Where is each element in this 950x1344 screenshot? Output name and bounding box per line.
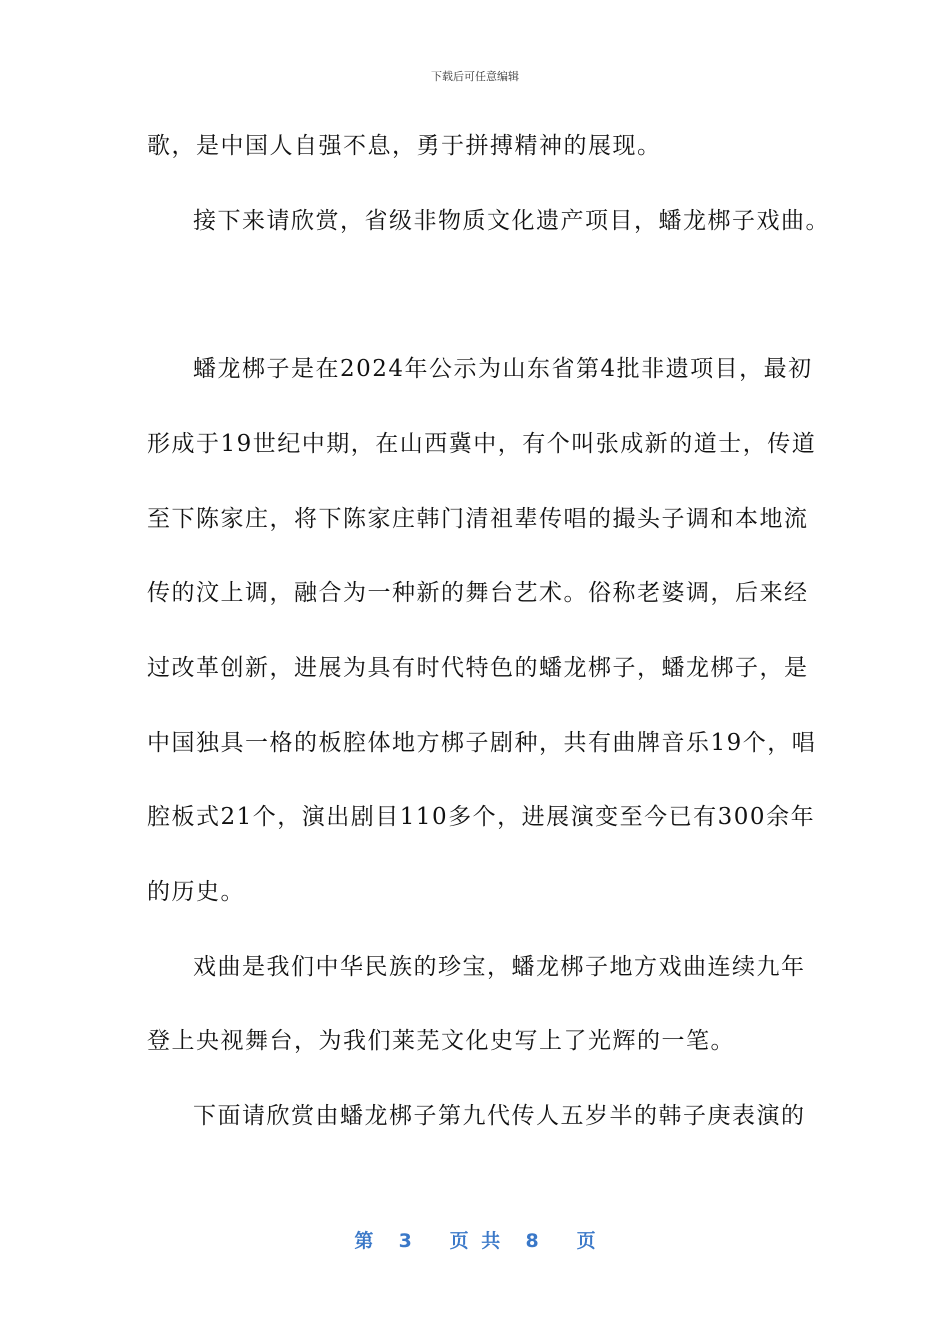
body-line-4: 形成于19世纪中期，在山西冀中，有个叫张成新的道士，传道 xyxy=(147,431,817,457)
body-line-8: 中国独具一格的板腔体地方梆子剧种，共有曲牌音乐19个，唱 xyxy=(147,730,817,756)
body-line-6: 传的汶上调，融合为一种新的舞台艺术。俗称老婆调，后来经 xyxy=(147,580,809,606)
body-line-11: 戏曲是我们中华民族的珍宝，蟠龙梆子地方戏曲连续九年 xyxy=(193,954,806,980)
body-line-10: 的历史。 xyxy=(147,879,245,905)
body-line-13: 下面请欣赏由蟠龙梆子第九代传人五岁半的韩子庚表演的 xyxy=(193,1103,806,1129)
body-line-9: 腔板式21个，演出剧目110多个，进展演变至今已有300余年 xyxy=(147,804,816,830)
body-line-2: 接下来请欣赏，省级非物质文化遗产项目，蟠龙梆子戏曲。 xyxy=(193,208,830,234)
body-line-5: 至下陈家庄，将下陈家庄韩门清祖辈传唱的撮头子调和本地流 xyxy=(147,506,809,532)
header-note: 下载后可任意编辑 xyxy=(431,70,519,83)
page-number-footer: 第 3 页 共 8 页 xyxy=(354,1230,596,1252)
body-line-7: 过改革创新，进展为具有时代特色的蟠龙梆子，蟠龙梆子，是 xyxy=(147,655,809,681)
body-line-1: 歌，是中国人自强不息，勇于拼搏精神的展现。 xyxy=(147,133,662,159)
body-line-3: 蟠龙梆子是在2024年公示为山东省第4批非遗项目，最初 xyxy=(193,356,813,382)
body-line-12: 登上央视舞台，为我们莱芜文化史写上了光辉的一笔。 xyxy=(147,1028,735,1054)
